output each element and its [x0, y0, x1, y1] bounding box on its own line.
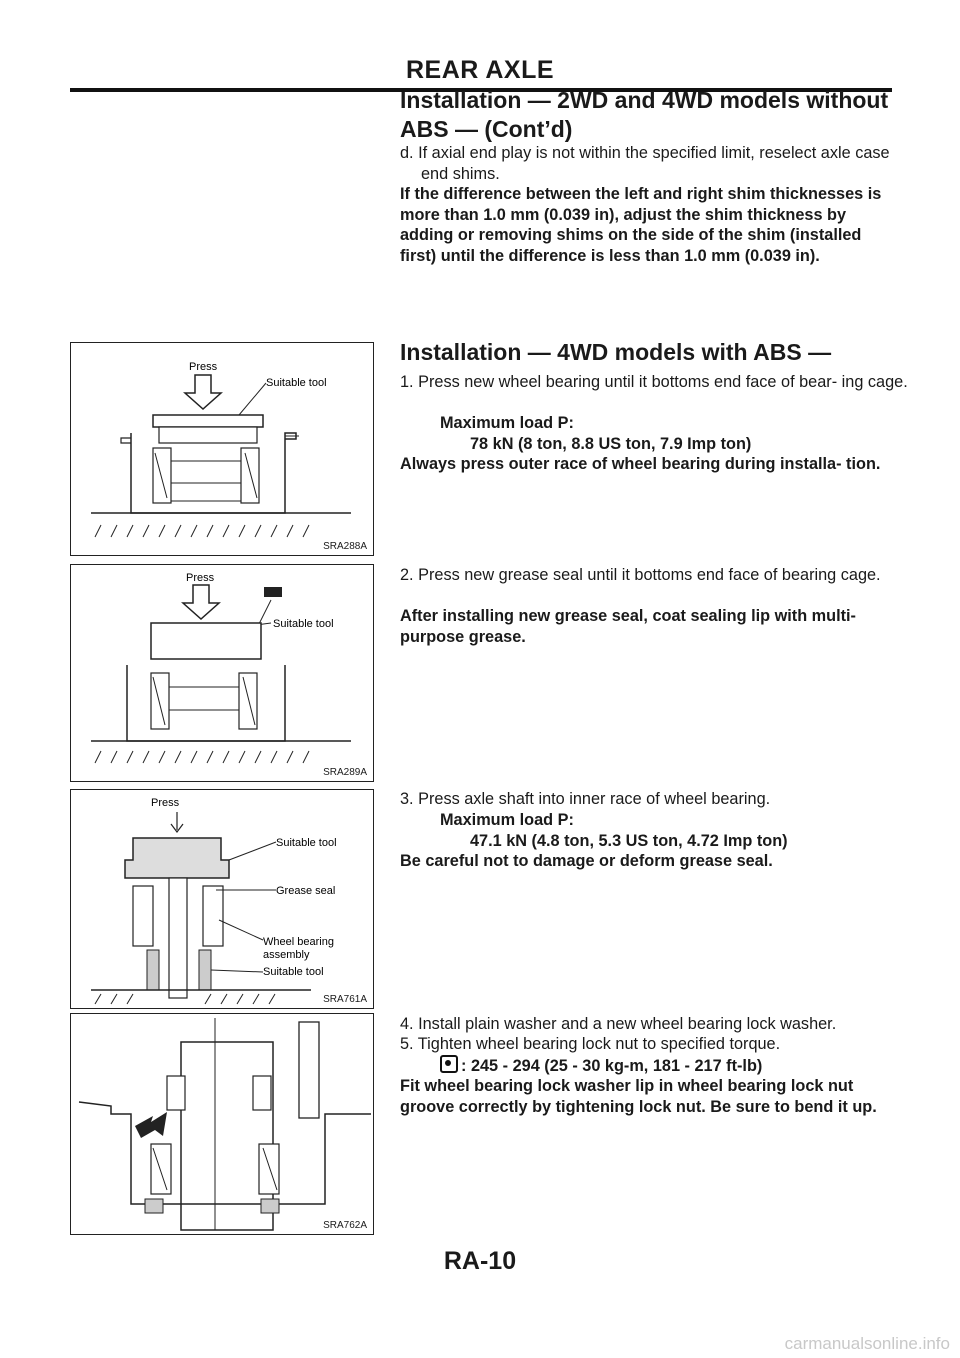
seal-label: Grease seal — [276, 885, 336, 897]
figure-sra761a — [70, 789, 374, 1009]
tool-label: Suitable tool — [273, 618, 334, 630]
torque-spec — [400, 1055, 890, 1077]
step-3-note: Be careful not to damage or deform grease seal. — [400, 852, 773, 870]
press-label: Press — [189, 361, 218, 373]
section1-note: If the difference between the left and right shim thicknesses is more than 1.0 mm (0.039 in), adjust the shim thickness by adding or removing shims on the side of the shim (installed first) until the difference is less than 1.0 mm (0.039 in). — [400, 185, 882, 265]
step-1-load — [400, 413, 890, 454]
section1-title-line2: ABS — (Cont’d) — [400, 116, 573, 142]
step-3-load-value: 47.1 kN (4.8 ton, 5.3 US ton, 4.72 Imp ton) — [470, 831, 788, 850]
page-number: RA-10 — [443, 1247, 517, 1275]
grease-seal-press-illustration — [71, 565, 373, 781]
step-1: 1. Press new wheel bearing until it bottoms end face of bear- ing cage. — [400, 373, 908, 391]
section-header: REAR AXLE — [405, 56, 555, 84]
bearing-label-1: Wheel bearing — [263, 936, 334, 948]
press-label: Press — [186, 572, 215, 584]
grease-icon — [264, 587, 282, 597]
tool-top-label: Suitable tool — [276, 837, 337, 849]
bearing-label-2: assembly — [263, 949, 310, 961]
section1-title — [400, 86, 888, 144]
torque-value: : 245 - 294 (25 - 30 kg-m, 181 - 217 ft-lb) — [461, 1057, 763, 1075]
figure-sra289a — [70, 564, 374, 782]
tool-bottom-label: Suitable tool — [263, 966, 324, 978]
step-2: 2. Press new grease seal until it bottoms end face of bearing cage. — [400, 566, 881, 584]
step-1-load-value: 78 kN (8 ton, 8.8 US ton, 7.9 Imp ton) — [470, 434, 752, 453]
figure-code: SRA289A — [323, 767, 367, 778]
torque-wrench-icon — [440, 1055, 458, 1073]
step-2-note: After installing new grease seal, coat sealing lip with multi- purpose grease. — [400, 607, 856, 646]
bearing-press-illustration — [71, 343, 373, 555]
step-1-note: Always press outer race of wheel bearing during installa- tion. — [400, 455, 881, 473]
figure-code: SRA761A — [323, 994, 367, 1005]
step-3-load — [400, 810, 890, 851]
tool-label: Suitable tool — [266, 377, 327, 389]
figure-code: SRA288A — [323, 541, 367, 552]
ground-hatch — [95, 751, 309, 763]
watermark: carmanualsonline.info — [784, 1334, 950, 1353]
section1-title-line1: Installation — 2WD and 4WD models without — [400, 87, 889, 113]
lock-nut-illustration — [71, 1014, 373, 1234]
step-d: d. If axial end play is not within the specified limit, reselect axle case end shims. — [400, 144, 890, 183]
step-3: 3. Press axle shaft into inner race of wheel bearing. — [400, 790, 771, 808]
step-1-load-label: Maximum load P: — [440, 414, 574, 432]
axle-shaft-press-illustration — [71, 790, 373, 1008]
step-5: 5. Tighten wheel bearing lock nut to specified torque. — [400, 1035, 781, 1053]
step-4: 4. Install plain washer and a new wheel bearing lock washer. — [400, 1015, 837, 1033]
press-label: Press — [151, 797, 180, 809]
section2-title: Installation — 4WD models with ABS — — [400, 339, 832, 365]
step-5-note: Fit wheel bearing lock washer lip in wheel bearing lock nut groove correctly by tightening lock nut. Be sure to bend it up. — [400, 1077, 877, 1116]
press-arrow-icon — [185, 375, 221, 409]
figure-sra762a — [70, 1013, 374, 1235]
arrow-icon — [135, 1112, 167, 1138]
press-arrow-icon — [183, 585, 219, 619]
ground-hatch — [95, 525, 309, 537]
figure-sra288a — [70, 342, 374, 556]
figure-code: SRA762A — [323, 1220, 367, 1231]
step-3-load-label: Maximum load P: — [440, 811, 574, 829]
